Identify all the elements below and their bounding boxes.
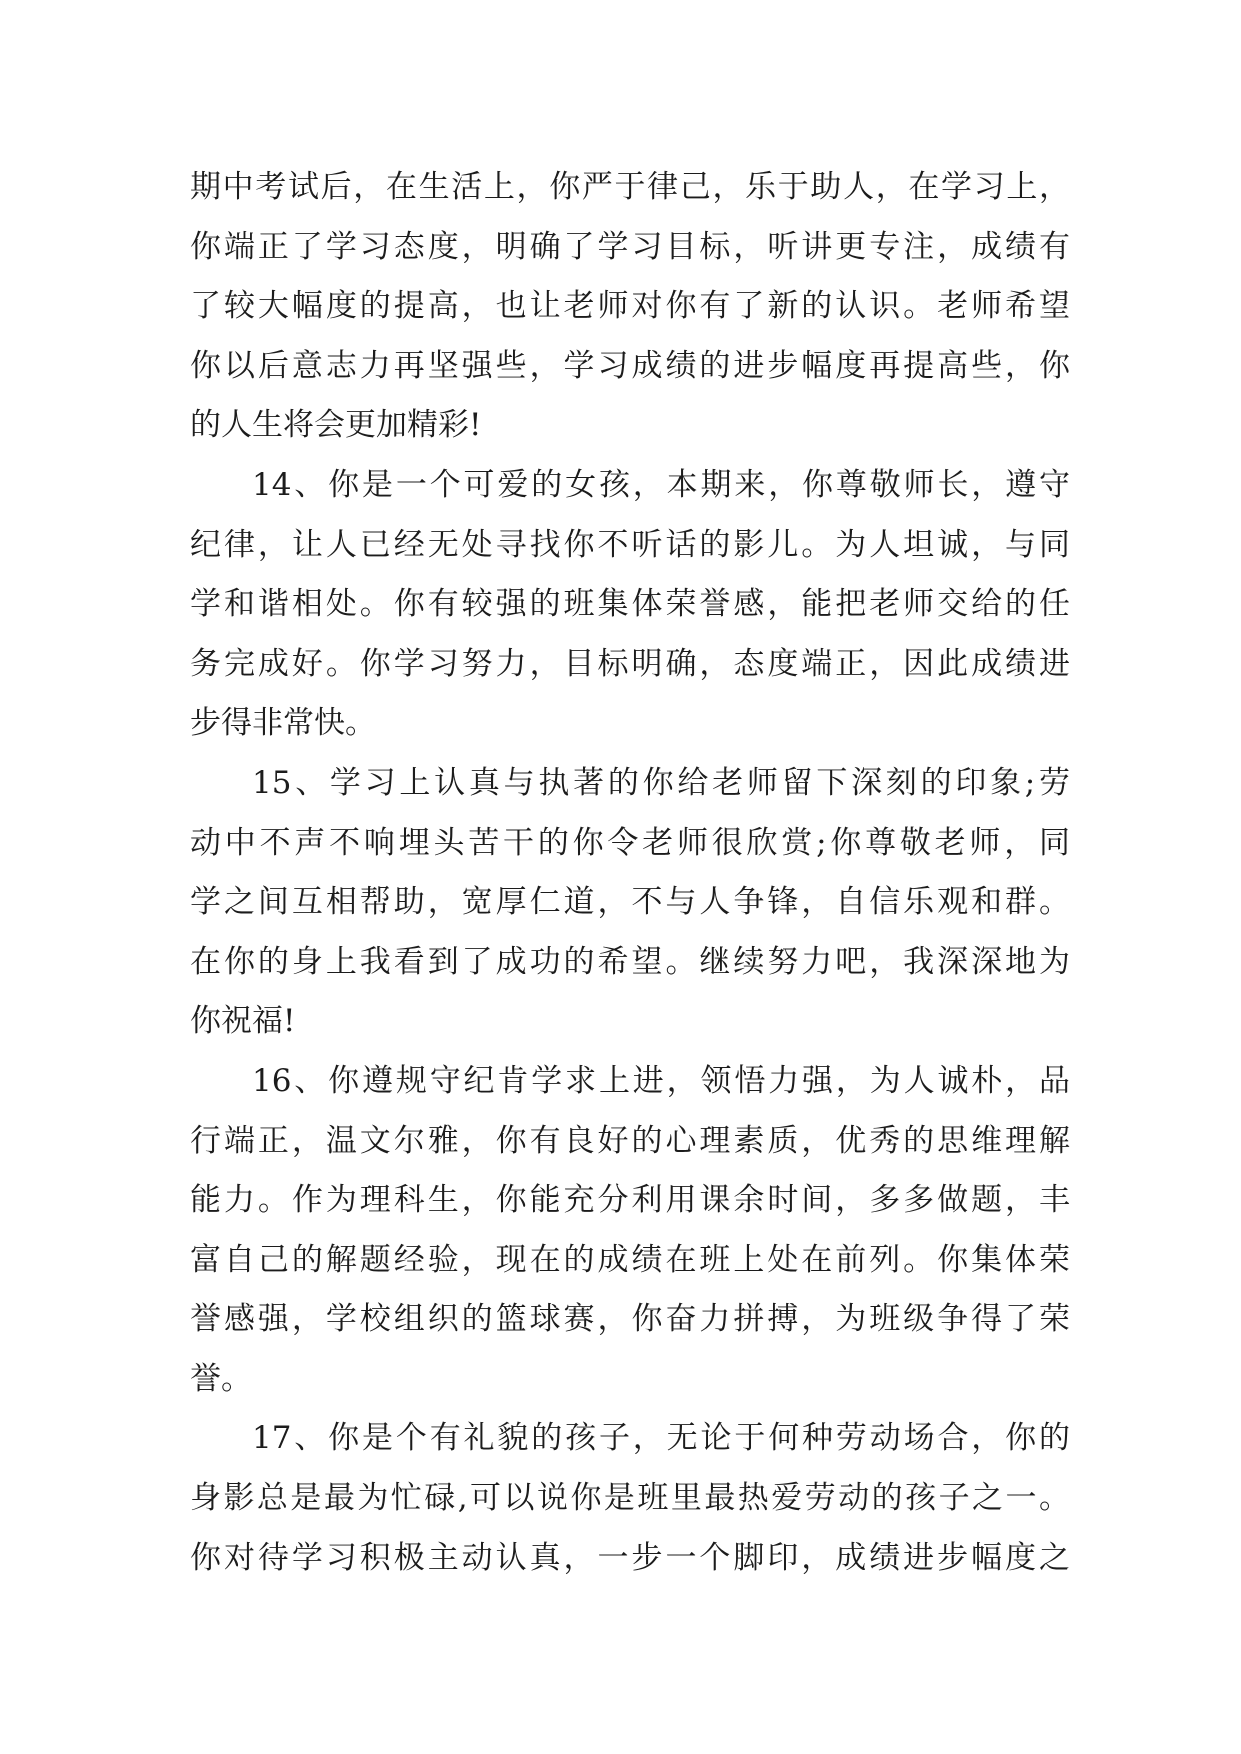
text-line: 学和谐相处。你有较强的班集体荣誉感，能把老师交给的任 bbox=[190, 586, 1070, 623]
text-line: 的人生将会更加精彩! bbox=[190, 407, 482, 444]
text-line: 你对待学习积极主动认真，一步一个脚印，成绩进步幅度之 bbox=[190, 1539, 1070, 1576]
text-line: 动中不声不响埋头苦干的你令老师很欣赏;你尊敬老师，同 bbox=[190, 824, 1070, 861]
text-line: 纪律，让人已经无处寻找你不听话的影儿。为人坦诚，与同 bbox=[190, 526, 1070, 563]
paragraph-16 bbox=[190, 1052, 1070, 1410]
text-line: 务完成好。你学习努力，目标明确，态度端正，因此成绩进 bbox=[190, 645, 1070, 682]
text-line: 16、你遵规守纪肯学求上进，领悟力强，为人诚朴，品 bbox=[252, 1062, 1070, 1099]
paragraph-14 bbox=[190, 456, 1070, 754]
text-line: 誉。 bbox=[190, 1360, 252, 1397]
text-line: 15、学习上认真与执著的你给老师留下深刻的印象;劳 bbox=[252, 764, 1070, 801]
paragraph-13-continued bbox=[190, 158, 1070, 456]
paragraph-15 bbox=[190, 754, 1070, 1052]
text-line: 学之间互相帮助，宽厚仁道，不与人争锋，自信乐观和群。 bbox=[190, 884, 1070, 921]
text-line: 能力。作为理科生，你能充分利用课余时间，多多做题，丰 bbox=[190, 1182, 1070, 1219]
text-line: 行端正，温文尔雅，你有良好的心理素质，优秀的思维理解 bbox=[190, 1122, 1070, 1159]
text-line: 身影总是最为忙碌,可以说你是班里最热爱劳动的孩子之一。 bbox=[190, 1480, 1070, 1517]
text-line: 期中考试后，在生活上，你严于律己，乐于助人，在学习上， bbox=[190, 169, 1070, 205]
document-page bbox=[190, 158, 1070, 1588]
text-line: 富自己的解题经验，现在的成绩在班上处在前列。你集体荣 bbox=[190, 1241, 1070, 1278]
text-line: 在你的身上我看到了成功的希望。继续努力吧，我深深地为 bbox=[190, 943, 1070, 980]
paragraph-17 bbox=[190, 1409, 1070, 1588]
text-line: 14、你是一个可爱的女孩，本期来，你尊敬师长，遵守 bbox=[252, 466, 1070, 503]
text-line: 了较大幅度的提高，也让老师对你有了新的认识。老师希望 bbox=[190, 288, 1070, 325]
text-line: 17、你是个有礼貌的孩子，无论于何种劳动场合，你的 bbox=[252, 1420, 1070, 1457]
text-line: 步得非常快。 bbox=[190, 705, 376, 742]
text-line: 你端正了学习态度，明确了学习目标，听讲更专注，成绩有 bbox=[190, 228, 1070, 265]
text-line: 你以后意志力再坚强些，学习成绩的进步幅度再提高些，你 bbox=[190, 347, 1070, 384]
text-line: 你祝福! bbox=[190, 1003, 296, 1040]
text-line: 誉感强，学校组织的篮球赛，你奋力拼搏，为班级争得了荣 bbox=[190, 1301, 1070, 1338]
